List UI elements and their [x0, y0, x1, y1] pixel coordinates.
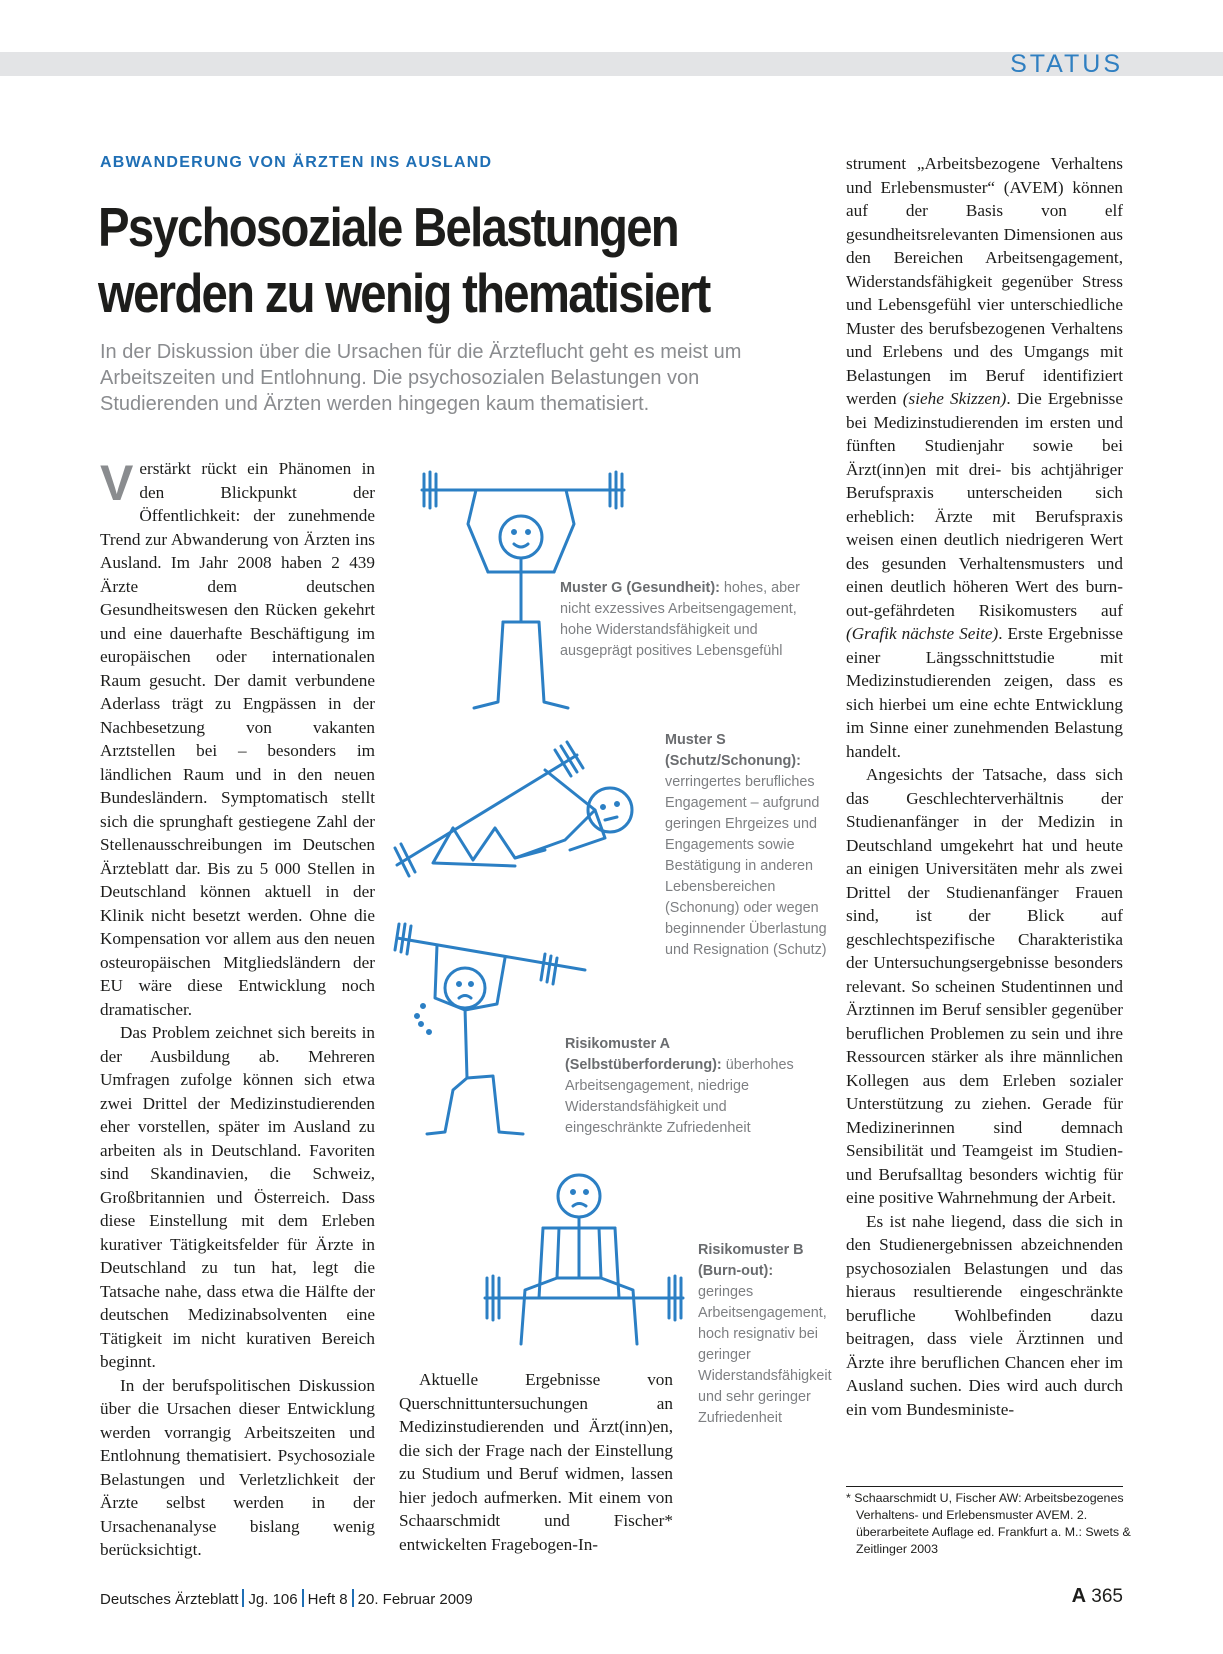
page-number [1072, 1585, 1123, 1608]
caption-a-text: überhohes Arbeitsengagement, niedrige Widerstandsfähigkeit und eingeschränkte Zufriedenheit [565, 1057, 794, 1136]
caption-b-text: geringes Arbeitsengagement, hoch resignativ bei geringer Widerstandsfähigkeit und sehr geringer Zufriedenheit [698, 1284, 832, 1426]
title-line-1: Psychosoziale Belastungen [98, 196, 678, 258]
figure-risikomuster-b [483, 1168, 693, 1358]
caption-g-text: hohes, aber nicht exzessives Arbeitsengagement, hohe Widerstandsfähigkeit und ausgeprägt positives Lebensgefühl [560, 580, 800, 659]
caption-a-title: Risikomuster A (Selbstüberforderung): [565, 1036, 722, 1073]
drop-cap: V [100, 455, 134, 511]
section-label: STATUS [1010, 50, 1123, 78]
paragraph-1 [100, 457, 375, 1021]
page-prefix: A [1071, 1585, 1087, 1607]
paragraph-5-text-a: strument „Arbeitsbezogene Verhaltens und Erlebensmuster“ (AVEM) können auf der Basis von elf gesundheitsrelevanten Dimensionen aus den Bereichen Arbeitsengagement, Widerstandsfähigkeit gegenüber Stress und Lebensgefühl vier unterschiedliche Muster des berufsbezogenen Verhaltens und Erlebens und des Umgangs mit Belastungen im Beruf identifiziert werden [846, 154, 1123, 408]
paragraph-3: In der berufspolitischen Diskussion über die Ursachen dieser Entwicklung werden vorrangig Arbeitszeiten und Entlohnung thematisiert. Psychosoziale Belastungen und Verletzlichkeit der Ärzte selbst werden in der Ursachenanalyse bislang wenig berücksichtigt. [100, 1375, 375, 1559]
paragraph-6: Angesichts der Tatsache, dass sich das Geschlechterverhältnis der Studienanfänger in der Medizin in Deutschland umgekehrt hat und heute an einigen Universitäten mehr als zwei Drittel der Studienanfänger Frauen sind, ist der Blick auf geschlechtspezifische Charakteristika der Untersuchungsergebnisse besonders relevant. So scheinen Studentinnen und Ärztinnen im Beruf sensibler gegenüber beruflichen Problemen zu sein und ihre Ressourcen stärker als ihre männlichen Kollegen aus dem Erleben sozialer Unterstützung zu ziehen. Gerade für Medizinerinnen sind demnach Sensibilität und Teamgeist im Studien- und Berufsalltag besonders wichtig für eine positive Wahrnehmung der Arbeit. [846, 765, 1123, 1207]
footer-separator [302, 1589, 304, 1607]
journal-date: 20. Februar 2009 [357, 1591, 473, 1608]
paragraph-4: Aktuelle Ergebnisse von Querschnittuntersuchungen an Medizinstudierenden und Ärzt(inn)en, die sich der Frage nach der Einstellung zu Studium und Beruf widmen, lassen hier jedoch aufmerken. Mit einem von Schaarschmidt und Fischer* entwickelten Fragebogen-In- [399, 1370, 673, 1554]
paragraph-5-text-c: . Erste Ergebnisse einer Längsschnittstudie mit Medizinstudierenden zeigen, dass es sich hierbei um eine echte Entwicklung im Sinne einer zunehmenden Belastung handelt. [846, 624, 1123, 761]
figure-muster-s [395, 740, 665, 890]
caption-s-text: verringertes berufliches Engagement – aufgrund geringen Ehrgeizes und Engagements sowie Bestätigung in anderen Lebensbereichen (Schonung) oder wegen beginnender Überlastung und Resignation (Schutz) [665, 774, 827, 958]
footnote-rule [846, 1486, 1123, 1487]
stick-figure-burnout-icon [483, 1168, 693, 1358]
article-kicker: ABWANDERUNG VON ÄRZTEN INS AUSLAND [100, 154, 493, 171]
caption-b-title: Risikomuster B (Burn-out): [698, 1242, 804, 1279]
paragraph-1-text: erstärkt rückt ein Phänomen in den Blickpunkt der Öffentlichkeit: der zunehmende Trend zur Abwanderung von Ärzten ins Ausland. Im Jahr 2008 haben 2 439 Ärzte dem deutschen Gesundheitswesen den Rücken gekehrt und eine dauerhafte Beschäftigung im europäischen oder internationalen Raum gesucht. Der damit verbundene Aderlass trägt zu Engpässen in der Nachbesetzung von vakanten Arztstellen bei – besonders im ländlichen Raum und in den neuen Bundesländern. Symptomatisch stellt sich die sprunghaft gestiegene Zahl der Stellenausschreibungen im Deutschen Ärzteblatt dar. Bis zu 5 000 Stellen in Deutschland können aktuell in der Klinik nicht besetzt werden. Ohne die Kompensation vor allem aus den neuen osteuropäischen Mitgliedsländern der EU wäre diese Entwicklung noch dramatischer. [100, 459, 375, 1019]
caption-g-title: Muster G (Gesundheit): [560, 580, 720, 596]
caption-muster-g [560, 578, 825, 662]
stick-figure-lying-icon [395, 740, 665, 890]
paragraph-5 [846, 152, 1123, 763]
article-lead: In der Diskussion über die Ursachen für die Ärzteflucht geht es meist um Arbeitszeiten und Entlohnung. Die psychosozialen Belastungen von Studierenden und Ärzten werden hingegen kaum thematisiert. [100, 341, 742, 415]
caption-s-title: Muster S (Schutz/Schonung): [665, 732, 801, 769]
chart-reference: (Grafik nächste Seite) [846, 624, 999, 643]
caption-risikomuster-b [698, 1240, 832, 1429]
paragraph-5-text-b: . Die Ergebnisse bei Medizinstudierenden im ersten und fünften Studienjahr sowie bei Ärzt(inn)en mit drei- bis achtjähriger Berufspraxis unterscheiden sich erheblich: Ärzte mit Berufspraxis weisen einen deutlich niedrigeren Wert des gesunden Verhaltensmusters und einen deutlich höheren Wert des burn-out-gefährdeten Risikomusters auf [846, 389, 1123, 620]
page-number-value: 365 [1091, 1586, 1123, 1607]
caption-muster-s [665, 730, 840, 961]
article-title [98, 194, 734, 326]
body-column-1 [100, 457, 375, 1562]
footer-separator [352, 1589, 354, 1607]
paragraph-2: Das Problem zeichnet sich bereits in der Ausbildung ab. Mehreren Umfragen zufolge können sich etwa zwei Drittel der Medizinstudierenden eher vorstellen, später im Ausland zu arbeiten als in Deutschland. Favoriten sind Skandinavien, die Schweiz, Großbritannien und Österreich. Dass diese Einstellung mit dem Erleben kurativer Tätigkeitsfelder für Ärzte in Deutschland zu tun hat, legt die Tatsache nahe, dass etwa die Hälfte der deutschen Medizinabsolventen eine Tätigkeit im nicht kurativen Bereich beginnt. [100, 1023, 375, 1371]
caption-risikomuster-a [565, 1034, 827, 1139]
footer-separator [242, 1589, 244, 1607]
footnote: * Schaarschmidt U, Fischer AW: Arbeitsbezogenes Verhaltens- und Erlebensmuster AVEM. 2. überarbeitete Auflage ed. Frankfurt a. M.: Swets & Zeitlinger 2003 [846, 1491, 1131, 1556]
body-column-2 [399, 1368, 673, 1556]
figure-reference: (siehe Skizzen) [902, 389, 1007, 408]
journal-volume: Jg. 106 [248, 1591, 298, 1608]
body-column-3 [846, 152, 1123, 1421]
journal-name: Deutsches Ärzteblatt [100, 1591, 239, 1608]
paragraph-7: Es ist nahe liegend, dass die sich in den Studienergebnissen abzeichnenden psychosozialen Belastungen und das hieraus resultierende eingeschränkte berufliche Wohlbefinden dazu beitragen, dass viele Ärztinnen und Ärzte ihre beruflichen Chancen eher im Ausland suchen. Dies wird auch durch ein vom Bundesministe- [846, 1211, 1123, 1419]
title-line-2: werden zu wenig thematisiert [98, 262, 710, 324]
journal-issue: Heft 8 [307, 1591, 348, 1608]
page-footer [100, 1589, 473, 1608]
